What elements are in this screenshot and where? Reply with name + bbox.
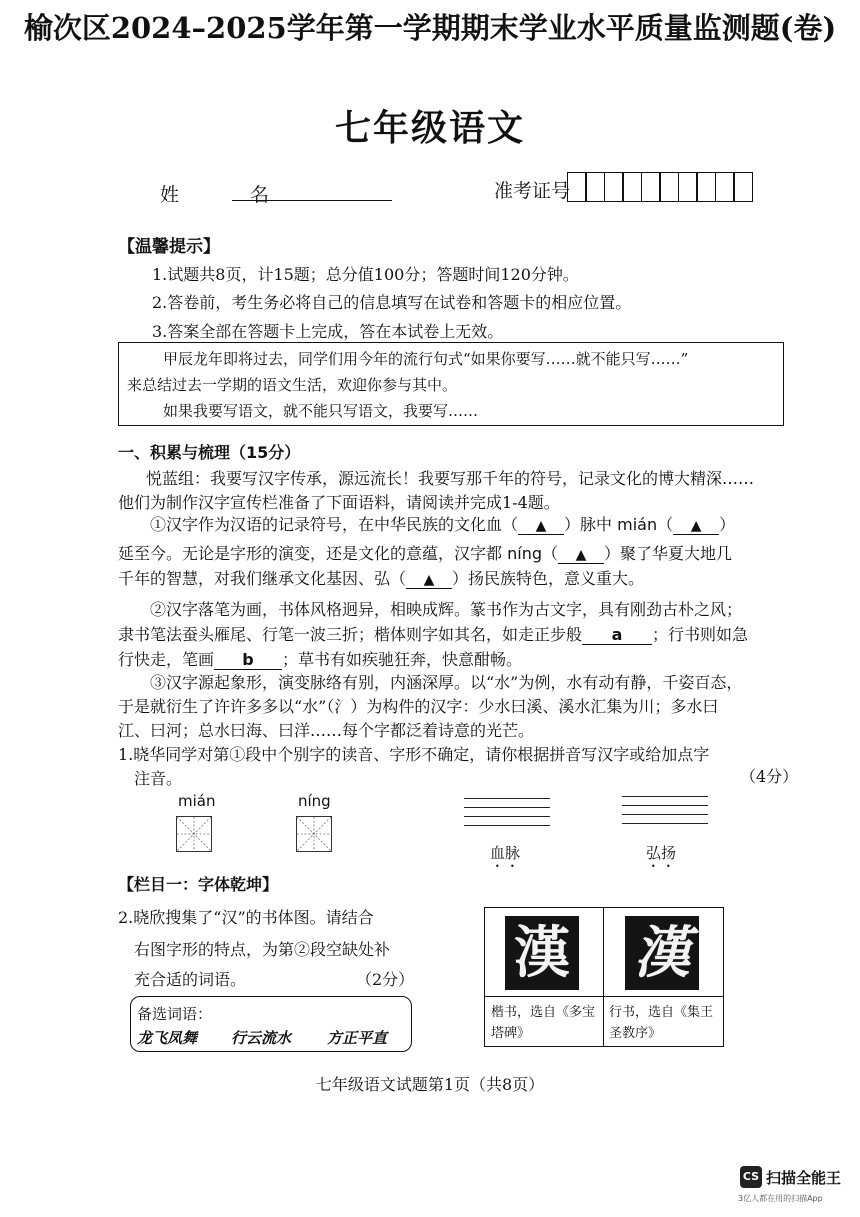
id-digit-box[interactable] [641, 172, 661, 202]
id-digit-box[interactable] [659, 172, 679, 202]
dotted-word: 血脉 [490, 844, 521, 862]
tips-heading: 【温馨提示】 [118, 237, 220, 257]
figure-caption: 行书，选自《集王圣教序》 [609, 1005, 714, 1041]
word-option: 龙飞凤舞 [137, 1029, 198, 1047]
tip-item: 1.试题共8页，计15题；总分值100分；答题时间120分钟。 [152, 265, 579, 284]
paragraph-2-line [118, 622, 748, 645]
subject-title: 七年级语文 [334, 107, 525, 149]
id-digit-box[interactable] [604, 172, 624, 202]
word-options-box [130, 996, 412, 1052]
page-footer: 七年级语文试题第1页（共8页） [315, 1075, 545, 1094]
section-intro: 悦蓝组：我要写汉字传承，源远流长！我要写那千年的符号，记录文化的博大精深…… [146, 469, 755, 488]
text: ；草书有如疾驰狂奔，快意酣畅。 [282, 650, 523, 669]
pinyin: mián [617, 515, 658, 534]
exam-title: 榆次区2024–2025学年第一学期期末学业水平质量监测题(卷) [23, 11, 837, 45]
pinyin: níng [507, 544, 542, 563]
tip-item: 2.答卷前，考生务必将自己的信息填写在试卷和答题卡的相应位置。 [152, 293, 632, 312]
pinyin-lines[interactable] [464, 798, 550, 834]
text: 行快走，笔画 [118, 650, 215, 669]
writing-grid-box[interactable] [296, 816, 332, 852]
divider [485, 996, 723, 997]
xingshu-glyph-image: 漢 [625, 916, 699, 990]
calligraphy-figure [484, 907, 724, 1047]
answer-blank[interactable] [558, 544, 604, 564]
question-1-score: （4分） [740, 767, 799, 786]
kaishu-glyph-image: 漢 [505, 916, 579, 990]
text: 隶书笔法蚕头雁尾、行笔一波三折；楷体则字如其名，如走正步般 [118, 625, 583, 644]
text: （ [542, 544, 559, 563]
text: ）扬民族特色，意义重大。 [452, 569, 645, 588]
id-digit-box[interactable] [678, 172, 698, 202]
text: （ [657, 515, 674, 534]
section-intro: 他们为制作汉字宣传栏准备了下面语料，请阅读并完成1-4题。 [118, 493, 560, 512]
id-digit-box[interactable] [622, 172, 642, 202]
exam-id-label: 准考证号 [494, 180, 571, 202]
text: 千年的智慧，对我们继承文化基因、弘（ [118, 569, 407, 588]
writing-grid-box[interactable] [176, 816, 212, 852]
options-title: 备选词语： [137, 1005, 213, 1023]
column-heading: 【栏目一：字体乾坤】 [118, 875, 279, 894]
text: ）脉中 [564, 515, 613, 534]
triangle-icon: ▲ [423, 572, 435, 588]
dotted-word: 弘扬 [646, 844, 677, 862]
id-digit-box[interactable] [567, 172, 587, 202]
question-2-text: 充合适的词语。 [134, 970, 247, 989]
intro-line: 来总结过去一学期的语文生活，欢迎你参与其中。 [127, 376, 458, 394]
paragraph-2-line: ②汉字落笔为画，书体风格迥异，相映成辉。篆书作为古文字，具有刚劲古朴之风； [150, 600, 743, 619]
word-option: 行云流水 [231, 1029, 292, 1047]
pinyin-label: níng [298, 792, 331, 810]
intro-line: 甲辰龙年即将过去，同学们用今年的流行句式“如果你要写……就不能只写……” [163, 350, 689, 368]
watermark-tagline: 3亿人都在用的扫描App [738, 1194, 823, 1203]
text: ；行书则如急 [652, 625, 749, 644]
tip-item: 3.答案全部在答题卡上完成，答在本试卷上无效。 [152, 322, 504, 341]
triangle-icon: ▲ [690, 518, 702, 534]
question-2-text: 右图字形的特点，为第②段空缺处补 [134, 940, 391, 959]
answer-blank-b[interactable]: b [214, 650, 282, 670]
question-1-text: 1.晓华同学对第①段中个别字的读音、字形不确定，请你根据拼音写汉字或给加点字 [118, 745, 710, 764]
question-2-text: 2.晓欣搜集了“汉”的书体图。请结合 [118, 908, 374, 927]
scanner-watermark [740, 1166, 841, 1188]
section-heading: 一、积累与梳理（15分） [118, 443, 301, 462]
paragraph-1-line [118, 541, 732, 564]
word-option: 方正平直 [327, 1029, 388, 1047]
name-field[interactable] [232, 200, 392, 201]
text: ①汉字作为汉语的记录符号，在中华民族的文化血（ [150, 515, 519, 534]
text: ） [719, 515, 736, 534]
pinyin-lines[interactable] [622, 796, 708, 832]
paragraph-3-line: 江、曰河；总水曰海、曰洋……每个字都泛着诗意的光芒。 [118, 721, 535, 740]
intro-box [118, 342, 784, 426]
id-digit-box[interactable] [733, 172, 753, 202]
id-digit-box[interactable] [715, 172, 735, 202]
intro-line: 如果我要写语文，就不能只写语文，我要写…… [163, 402, 479, 420]
paragraph-1-line [118, 566, 644, 589]
answer-blank[interactable] [673, 515, 719, 535]
grid-guide-icon [297, 817, 331, 851]
paragraph-3-line: 于是就衍生了许许多多以“水”（氵）为构件的汉字：少水曰溪、溪水汇集为川；多水曰 [118, 697, 719, 716]
answer-blank[interactable] [406, 569, 452, 589]
grid-guide-icon [177, 817, 211, 851]
divider [603, 908, 604, 1046]
watermark-name: 扫描全能王 [766, 1168, 842, 1187]
question-2-score: （2分） [356, 970, 415, 989]
id-digit-box[interactable] [585, 172, 605, 202]
pinyin-label: mián [178, 792, 216, 810]
id-digit-box[interactable] [696, 172, 716, 202]
name-label: 姓 名 [160, 184, 296, 206]
triangle-icon: ▲ [575, 547, 587, 563]
question-1-text: 注音。 [134, 769, 183, 788]
exam-id-boxes[interactable] [568, 172, 753, 202]
answer-blank-a[interactable]: a [582, 625, 652, 645]
answer-blank[interactable] [518, 515, 564, 535]
triangle-icon: ▲ [535, 518, 547, 534]
paragraph-1-line [150, 512, 735, 535]
paragraph-2-line [118, 647, 522, 670]
figure-caption: 楷书，选自《多宝塔碑》 [491, 1005, 596, 1041]
paragraph-3-line: ③汉字源起象形，演变脉络有别，内涵深厚。以“水”为例，水有动有静，千姿百态， [150, 673, 743, 692]
text: ）聚了华夏大地几 [604, 544, 733, 563]
camscanner-logo-icon: CS [740, 1166, 762, 1188]
text: 延至今。无论是字形的演变，还是文化的意蕴，汉字都 [118, 544, 503, 563]
